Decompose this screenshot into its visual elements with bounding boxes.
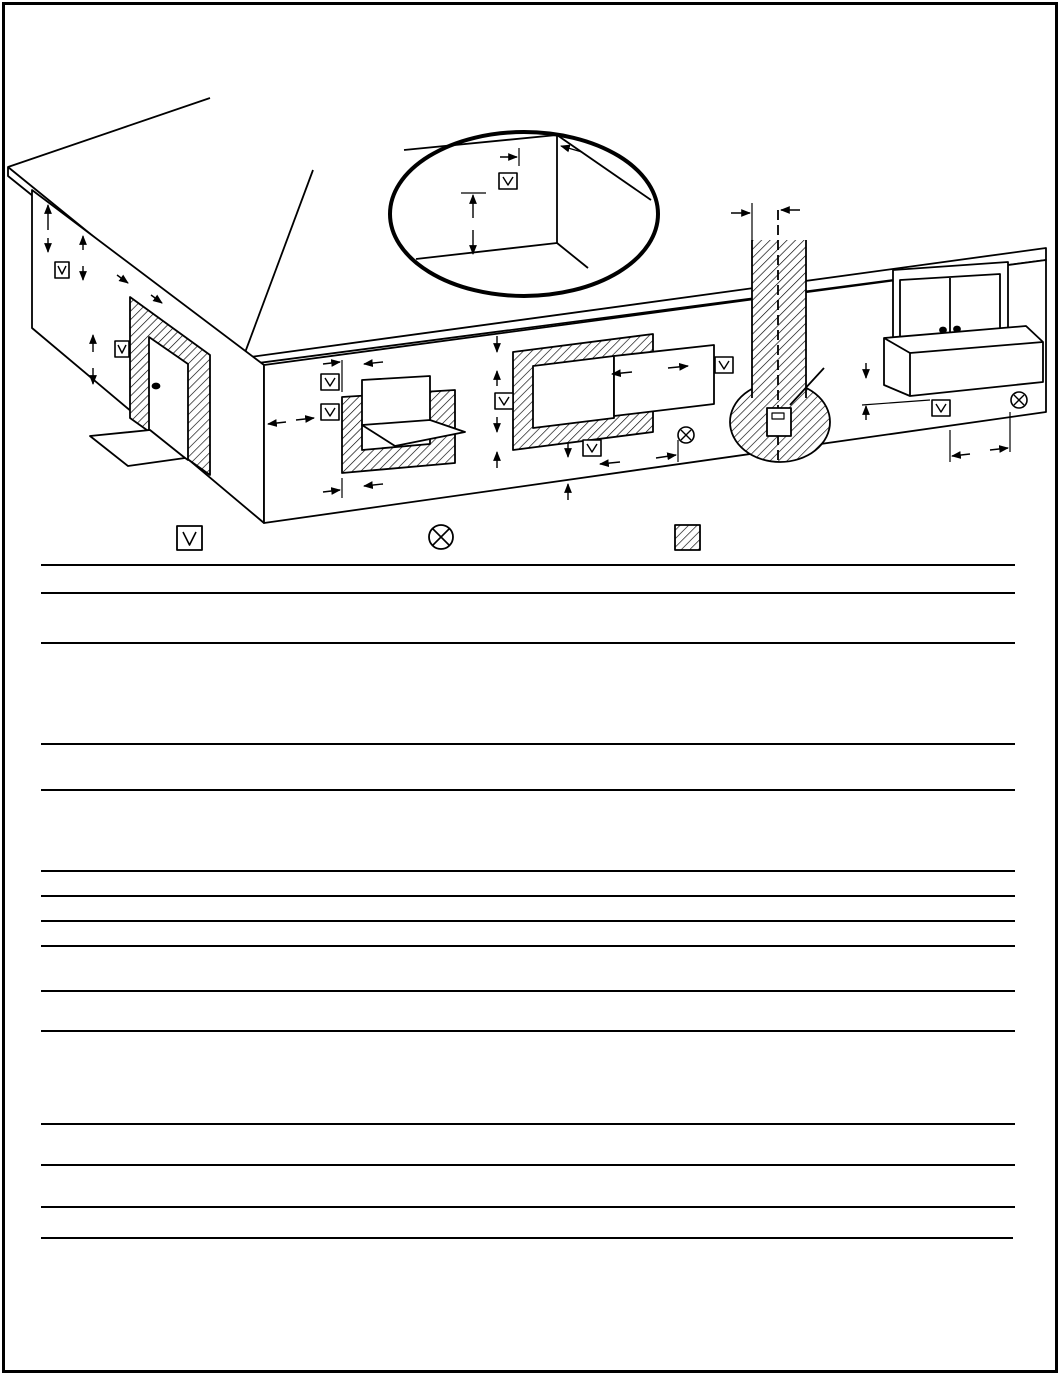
table-rule	[41, 1164, 1015, 1166]
table-rule	[41, 642, 1015, 644]
table-rule	[41, 1030, 1015, 1032]
table-rule	[41, 870, 1015, 872]
table-rule	[41, 1237, 1013, 1239]
table-rule	[41, 895, 1015, 897]
table-rule	[41, 1206, 1015, 1208]
table-rule	[41, 1123, 1015, 1125]
table-rule	[41, 920, 1015, 922]
table-rule	[41, 945, 1015, 947]
table-rule	[41, 990, 1015, 992]
table-rule	[41, 564, 1015, 566]
table-rule	[41, 592, 1015, 594]
table-rule	[41, 789, 1015, 791]
table-rule	[41, 743, 1015, 745]
